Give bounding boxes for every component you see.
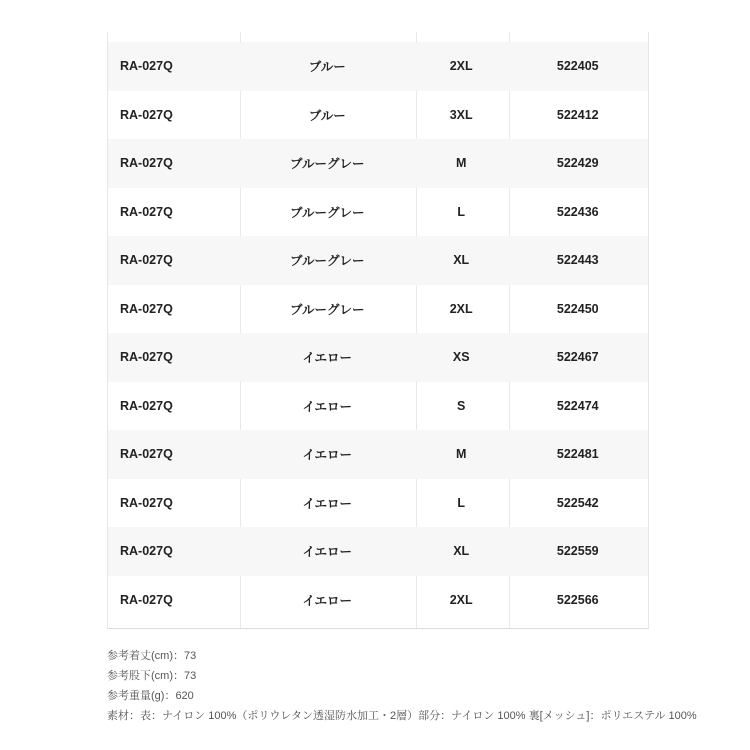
table-row: [108, 188, 648, 237]
size-cell: S: [457, 398, 466, 413]
model-cell: RA-027Q: [120, 398, 173, 413]
color-cell: ブルーグレー: [289, 205, 365, 220]
color-cell: ブルー: [308, 108, 346, 123]
size-cell: M: [455, 156, 467, 171]
color-cell: ブルーグレー: [289, 302, 365, 317]
code-cell: 522429: [556, 156, 599, 171]
code-cell: 522450: [556, 301, 599, 316]
size-cell: XL: [453, 544, 470, 559]
code-cell: 522566: [556, 592, 599, 607]
color-cell: ブルーグレー: [289, 157, 365, 172]
code-cell: 522436: [556, 204, 599, 219]
table-row: [108, 139, 648, 188]
table-row: [108, 430, 648, 479]
model-cell: RA-027Q: [120, 59, 173, 74]
table-row: [108, 91, 648, 140]
table-row: [108, 285, 648, 334]
code-cell: 522405: [556, 59, 599, 74]
model-cell: RA-027Q: [120, 156, 173, 171]
model-cell: RA-027Q: [120, 107, 173, 122]
model-cell: RA-027Q: [120, 592, 173, 607]
code-cell: 522443: [556, 253, 599, 268]
product-spec-table: [107, 32, 649, 629]
code-cell: 522559: [556, 544, 599, 559]
color-cell: ブルー: [308, 60, 346, 75]
code-cell: 522542: [556, 495, 599, 510]
color-cell: イエロー: [302, 593, 352, 608]
color-cell: イエロー: [302, 448, 352, 463]
note-inseam: 参考股下(cm)：73: [107, 670, 197, 682]
color-cell: イエロー: [302, 496, 352, 511]
size-cell: M: [455, 447, 467, 462]
size-cell: 2XL: [449, 59, 473, 74]
size-cell: XS: [452, 350, 470, 365]
table-row: [108, 479, 648, 528]
note-weight: 参考重量(g)：620: [107, 690, 194, 702]
size-cell: XL: [453, 253, 470, 268]
code-cell: 522481: [556, 447, 599, 462]
table-row: [108, 42, 648, 91]
table-row: [108, 236, 648, 285]
table-row: [108, 382, 648, 431]
model-cell: RA-027Q: [120, 253, 173, 268]
model-cell: RA-027Q: [120, 301, 173, 316]
table-row: [108, 576, 648, 625]
size-cell: 2XL: [449, 301, 473, 316]
table-body: [108, 42, 648, 624]
model-cell: RA-027Q: [120, 447, 173, 462]
code-cell: 522474: [556, 398, 599, 413]
note-length: 参考着丈(cm)：73: [107, 650, 197, 662]
table-row: [108, 527, 648, 576]
color-cell: イエロー: [302, 545, 352, 560]
color-cell: ブルーグレー: [289, 254, 365, 269]
model-cell: RA-027Q: [120, 204, 173, 219]
model-cell: RA-027Q: [120, 544, 173, 559]
color-cell: イエロー: [302, 351, 352, 366]
model-cell: RA-027Q: [120, 350, 173, 365]
model-cell: RA-027Q: [120, 495, 173, 510]
size-cell: L: [457, 204, 466, 219]
code-cell: 522412: [556, 107, 599, 122]
code-cell: 522467: [556, 350, 599, 365]
product-notes: [107, 646, 697, 726]
size-cell: L: [457, 495, 466, 510]
size-cell: 3XL: [449, 107, 473, 122]
note-material: 素材：表：ナイロン 100%（ポリウレタン透湿防水加工・2層）部分：ナイロン 100% 裏[メッシュ]：ポリエステル 100%: [107, 710, 697, 722]
color-cell: イエロー: [302, 399, 352, 414]
table-row: [108, 333, 648, 382]
size-cell: 2XL: [449, 592, 473, 607]
